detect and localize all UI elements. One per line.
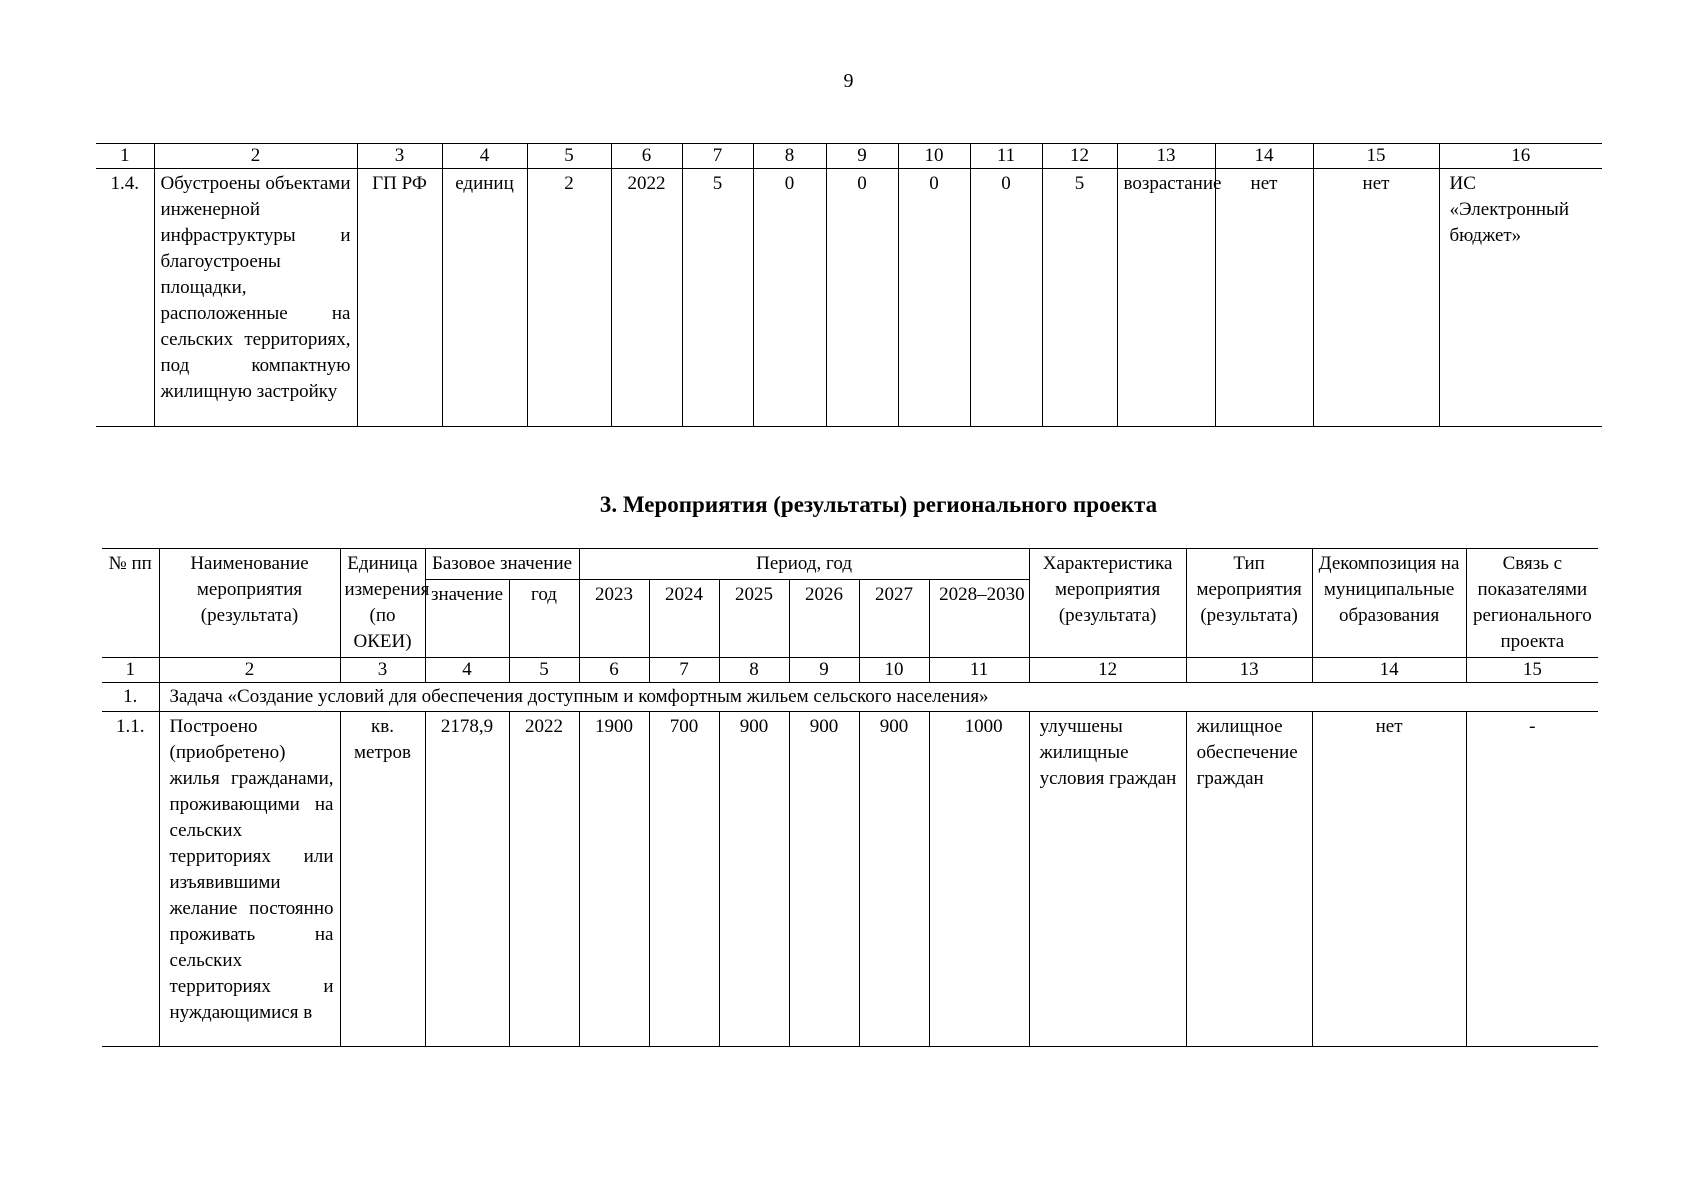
task-number: 1. [102,683,159,712]
measures-table [102,548,1598,1047]
col-number: 11 [970,144,1042,169]
column-number-row [102,658,1598,683]
col-number: 1 [102,658,159,683]
col-number: 15 [1466,658,1598,683]
row-number: 1.4. [96,169,154,427]
header-year: 2025 [719,580,789,658]
col-number: 8 [719,658,789,683]
col-number: 6 [611,144,682,169]
value-2028-2030: 1000 [929,712,1029,1047]
header-base-year: год [509,580,579,658]
value-cell: 0 [898,169,970,427]
col-number: 3 [340,658,425,683]
col-number: 16 [1439,144,1602,169]
col-number: 7 [649,658,719,683]
header-year: 2024 [649,580,719,658]
header-base: Базовое значение [425,549,579,580]
col-number: 8 [753,144,826,169]
task-text: Задача «Создание условий для обеспечения доступным и комфортным жильем сельского населения» [159,683,1598,712]
header-type: Тип мероприятия (результата) [1186,549,1312,658]
row-number: 1.1. [102,712,159,1047]
decomposition: нет [1312,712,1466,1047]
value-2026: 900 [789,712,859,1047]
indicator-link: - [1466,712,1598,1047]
header-row [102,549,1598,580]
col-number: 12 [1029,658,1186,683]
cell-15: нет [1313,169,1439,427]
col-number: 12 [1042,144,1117,169]
col-number: 5 [527,144,611,169]
measure-type: жилищное обеспечение граждан [1186,712,1312,1047]
trend: возрастание [1117,169,1215,427]
measure-characteristic: улучшены жилищные условия граждан [1029,712,1186,1047]
col-number: 9 [826,144,898,169]
col-number: 4 [442,144,527,169]
base-value: 2178,9 [425,712,509,1047]
header-year: 2026 [789,580,859,658]
col-number: 2 [154,144,357,169]
value-cell: 5 [682,169,753,427]
header-unit: Единица измерения (по ОКЕИ) [340,549,425,658]
value-2024: 700 [649,712,719,1047]
col-number: 15 [1313,144,1439,169]
cell-14: нет [1215,169,1313,427]
table-row [102,712,1598,1047]
value-cell: 0 [753,169,826,427]
header-name: Наименование мероприятия (результата) [159,549,340,658]
measure-name: Построено (приобретено) жилья гражданами, проживающими на сельских территориях или изъявившими желание постоянно проживать на сельских территориях и нуждающимися в [159,712,340,1047]
value-2023: 1900 [579,712,649,1047]
indicator-name: Обустроены объектами инженерной инфраструктуры и благоустроены площадки, расположенные на сельских территориях, под компактную жилищную застройку [154,169,357,427]
col-number: 14 [1215,144,1313,169]
info-system: ИС «Электронный бюджет» [1439,169,1602,427]
col-number: 13 [1186,658,1312,683]
header-decomposition: Декомпозиция на муниципальные образования [1312,549,1466,658]
value-cell: 5 [1042,169,1117,427]
base-value: 2 [527,169,611,427]
header-year: 2027 [859,580,929,658]
header-link: Связь с показателями регионального проекта [1466,549,1598,658]
col-number: 2 [159,658,340,683]
page-number: 9 [843,70,854,92]
base-year: 2022 [611,169,682,427]
value-2027: 900 [859,712,929,1047]
header-base-value: значение [425,580,509,658]
col-number: 10 [898,144,970,169]
header-characteristic: Характеристика мероприятия (результата) [1029,549,1186,658]
indicator-level: ГП РФ [357,169,442,427]
header-year: 2023 [579,580,649,658]
col-number: 1 [96,144,154,169]
task-row [102,683,1598,712]
col-number: 13 [1117,144,1215,169]
table-row [96,169,1602,427]
col-number: 3 [357,144,442,169]
header-num: № пп [102,549,159,658]
col-number: 9 [789,658,859,683]
col-number: 7 [682,144,753,169]
col-number: 11 [929,658,1029,683]
col-number: 4 [425,658,509,683]
unit: единиц [442,169,527,427]
col-number: 14 [1312,658,1466,683]
base-year: 2022 [509,712,579,1047]
value-cell: 0 [970,169,1042,427]
header-year: 2028–2030 [929,580,1029,658]
value-2025: 900 [719,712,789,1047]
indicators-table [96,143,1602,427]
col-number: 6 [579,658,649,683]
column-number-row [96,144,1602,169]
value-cell: 0 [826,169,898,427]
col-number: 5 [509,658,579,683]
header-period: Период, год [579,549,1029,580]
col-number: 10 [859,658,929,683]
section-title: 3. Мероприятия (результаты) регионального проекта [599,492,1158,517]
unit: кв. метров [340,712,425,1047]
